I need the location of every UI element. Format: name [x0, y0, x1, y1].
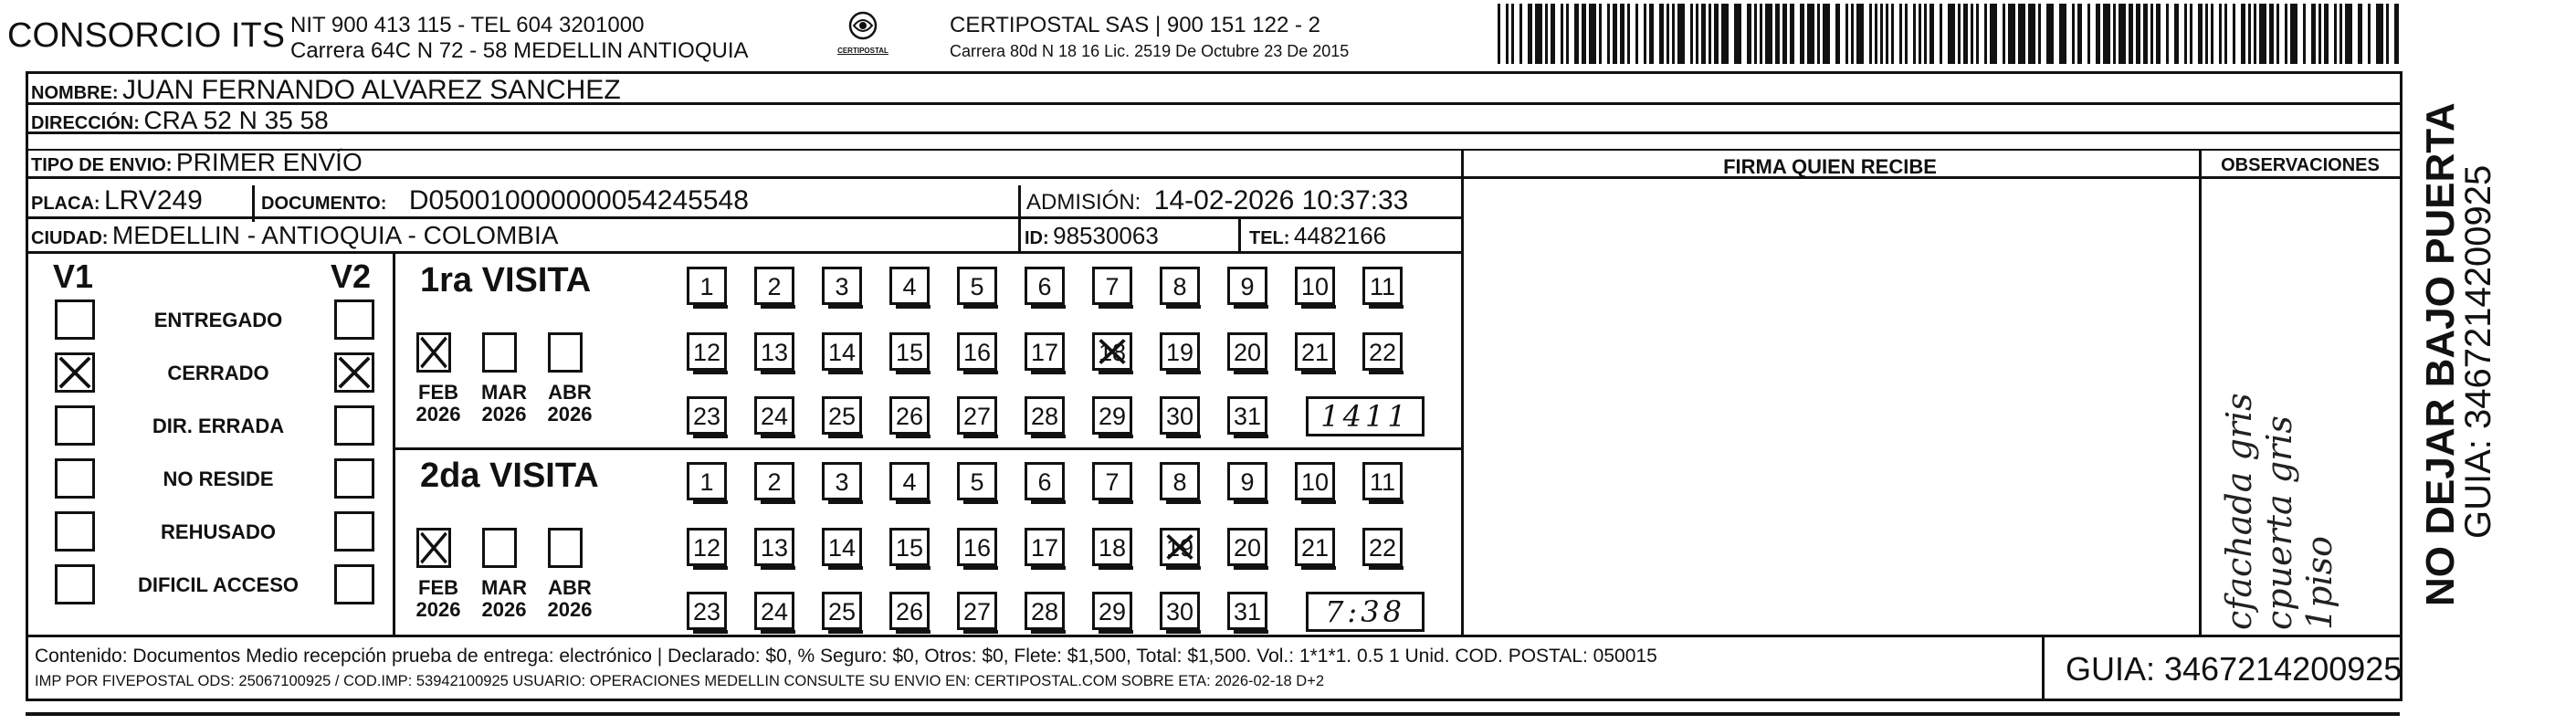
barcode-bar: [1971, 4, 1973, 64]
id-row: [1025, 222, 1159, 250]
day-box-24[interactable]: 24: [754, 592, 794, 630]
status-v2-checkbox[interactable]: [334, 299, 374, 340]
day-box-22[interactable]: 22: [1362, 332, 1403, 371]
ciudad-row: [31, 221, 558, 250]
month-year: 2026: [415, 403, 461, 426]
status-label: REHUSADO: [161, 520, 276, 543]
status-v1-checkbox[interactable]: [55, 564, 95, 604]
day-box-2[interactable]: 2: [754, 462, 794, 500]
side-guia: GUIA: 3467214200925: [2458, 164, 2498, 539]
day-cross-mark: [1162, 531, 1197, 563]
month-checkbox-mar[interactable]: [482, 528, 517, 568]
month-name: FEB: [418, 576, 458, 599]
status-v2-checkbox[interactable]: [334, 405, 374, 446]
carrier-name: CERTIPOSTAL SAS | 900 151 122 - 2: [950, 13, 1320, 37]
tipo-label: TIPO DE ENVIO:: [31, 155, 173, 175]
day-box-6[interactable]: 6: [1025, 462, 1065, 500]
certipostal-logo: [831, 11, 895, 60]
day-box-8[interactable]: 8: [1160, 462, 1200, 500]
ciudad-label: CIUDAD:: [31, 228, 109, 248]
barcode-bar: [2136, 4, 2140, 64]
day-box-26[interactable]: 26: [889, 396, 930, 435]
direccion-value: CRA 52 N 35 58: [143, 106, 329, 134]
barcode-bar: [2241, 4, 2245, 64]
barcode-bar: [1790, 4, 1794, 64]
barcode-bar: [1649, 4, 1654, 64]
barcode-bar: [1880, 4, 1883, 64]
day-box-13[interactable]: 13: [754, 528, 794, 566]
barcode-bar: [2334, 4, 2337, 64]
firma-area[interactable]: [1465, 181, 2195, 632]
barcode-bar: [1545, 4, 1548, 64]
tipo-row: [31, 148, 363, 177]
placa-label: PLACA:: [31, 194, 100, 214]
nombre-row: [31, 75, 621, 106]
barcode-bar: [1976, 4, 1979, 64]
barcode-bar: [1760, 4, 1762, 64]
day-box-9[interactable]: 9: [1227, 267, 1267, 305]
placa-row: [31, 185, 203, 216]
direccion-row: [31, 106, 329, 135]
day-box-17[interactable]: 17: [1025, 528, 1065, 566]
day-box-26[interactable]: 26: [889, 592, 930, 630]
day-box-3[interactable]: 3: [822, 462, 862, 500]
barcode-bar: [2345, 4, 2352, 64]
day-box-7[interactable]: 7: [1092, 267, 1132, 305]
barcode-bar: [2143, 4, 2148, 64]
barcode-bar: [1644, 4, 1646, 64]
month-year: 2026: [481, 598, 527, 621]
month-checkbox-feb[interactable]: [416, 332, 451, 373]
barcode-bar: [2318, 4, 2321, 64]
day-box-10[interactable]: 10: [1295, 462, 1335, 500]
barcode-bar: [2386, 4, 2389, 64]
day-box-1[interactable]: 1: [687, 462, 727, 500]
barcode-bar: [2219, 4, 2222, 64]
month-name: MAR: [480, 381, 528, 404]
day-box-30[interactable]: 30: [1160, 396, 1200, 435]
barcode-bar: [1990, 4, 1997, 64]
barcode: [1498, 4, 2402, 64]
day-box-25[interactable]: 25: [822, 592, 862, 630]
obs-line-1: cfachada gris: [2219, 393, 2259, 630]
day-box-5[interactable]: 5: [957, 267, 997, 305]
tel-row: [1249, 222, 1386, 250]
barcode-bar: [1886, 4, 1888, 64]
barcode-bar: [1574, 4, 1579, 64]
barcode-bar: [2324, 4, 2329, 64]
day-box-19[interactable]: 19: [1160, 528, 1200, 566]
month-year: 2026: [547, 403, 593, 426]
barcode-bar: [1709, 4, 1711, 64]
carrier-license: Carrera 80d N 18 16 Lic. 2519 De Octubre 23 De 2015: [950, 42, 1350, 60]
tipo-value: PRIMER ENVÍO: [175, 148, 363, 176]
barcode-bar: [1940, 4, 1942, 64]
barcode-bar: [1754, 4, 1757, 64]
barcode-bar: [2113, 4, 2116, 64]
barcode-bar: [1561, 4, 1563, 64]
logo-text: CERTIPOSTAL: [837, 47, 888, 55]
barcode-bar: [1929, 4, 1934, 64]
barcode-bar: [1721, 4, 1729, 64]
barcode-bar: [2254, 4, 2256, 64]
side-title: NO DEJAR BAJO PUERTA: [2418, 102, 2463, 606]
barcode-bar: [1845, 4, 1848, 64]
barcode-bar: [1823, 4, 1830, 64]
day-box-19[interactable]: 19: [1160, 332, 1200, 371]
barcode-bar: [2394, 4, 2399, 64]
nombre-value: JUAN FERNANDO ALVAREZ SANCHEZ: [122, 75, 621, 105]
visit2-title: 2da VISITA: [420, 457, 599, 495]
barcode-bar: [1667, 4, 1669, 64]
barcode-bar: [2248, 4, 2251, 64]
barcode-bar: [2276, 4, 2279, 64]
month-checkbox-mar[interactable]: [482, 332, 517, 373]
barcode-bar: [2008, 4, 2015, 64]
tel-value: 4482166: [1293, 222, 1387, 249]
day-box-13[interactable]: 13: [754, 332, 794, 371]
barcode-bar: [2376, 4, 2383, 64]
barcode-bar: [1635, 4, 1638, 64]
company-info: [290, 13, 749, 64]
documento-value: D050010000000054245548: [408, 185, 749, 215]
barcode-bar: [1963, 4, 1968, 64]
day-box-22[interactable]: 22: [1362, 528, 1403, 566]
barcode-bar: [1875, 4, 1877, 64]
month-name: ABR: [548, 576, 592, 599]
month-label: [413, 382, 464, 426]
barcode-bar: [2046, 4, 2054, 64]
month-name: MAR: [480, 576, 528, 599]
barcode-bar: [1607, 4, 1610, 64]
status-v1-checkbox[interactable]: [55, 405, 95, 446]
barcode-bar: [2198, 4, 2203, 64]
documento-row: [261, 185, 749, 216]
admision-label: ADMISIÓN:: [1026, 190, 1141, 215]
month-checkbox-feb[interactable]: [416, 528, 451, 568]
barcode-bar: [2224, 4, 2227, 64]
barcode-bar: [2166, 4, 2169, 64]
month-year: 2026: [415, 598, 461, 621]
footer-imp: IMP POR FIVEPOSTAL ODS: 25067100925 / COD.IMP: 53942100925 USUARIO: OPERACIONES MEDELLIN CONSULTE SU ENVIO EN: CERTIPOSTAL.COM SOBRE ETA: 2026-02-18 D+2: [35, 673, 1325, 689]
barcode-bar: [1714, 4, 1719, 64]
obs-line-2: cpuerta gris: [2259, 415, 2299, 630]
day-box-2[interactable]: 2: [754, 267, 794, 305]
day-box-10[interactable]: 10: [1295, 267, 1335, 305]
month-checkbox-abr[interactable]: [548, 332, 583, 373]
documento-label: DOCUMENTO:: [261, 194, 387, 214]
barcode-bar: [1905, 4, 1908, 64]
barcode-bar: [1613, 4, 1617, 64]
barcode-bar: [1891, 4, 1894, 64]
day-box-14[interactable]: 14: [822, 528, 862, 566]
v1-label: V1: [53, 257, 94, 295]
day-box-21[interactable]: 21: [1295, 528, 1335, 566]
carrier-info: [950, 13, 1349, 64]
barcode-bar: [2303, 4, 2306, 64]
firma-heading: FIRMA QUIEN RECIBE: [1723, 155, 1937, 178]
barcode-bar: [2205, 4, 2208, 64]
barcode-bar: [1506, 4, 1509, 64]
barcode-bar: [2096, 4, 2100, 64]
day-box-28[interactable]: 28: [1025, 592, 1065, 630]
day-box-9[interactable]: 9: [1227, 462, 1267, 500]
barcode-bar: [2150, 4, 2153, 64]
month-label: [544, 382, 595, 426]
day-box-6[interactable]: 6: [1025, 267, 1065, 305]
observaciones-handwriting: [2219, 393, 2339, 630]
day-box-17[interactable]: 17: [1025, 332, 1065, 371]
barcode-bar: [1765, 4, 1772, 64]
barcode-bar: [2211, 4, 2213, 64]
barcode-bar: [1775, 4, 1780, 64]
barcode-bar: [1677, 4, 1685, 64]
barcode-bar: [1984, 4, 1987, 64]
barcode-bar: [1528, 4, 1532, 64]
day-box-12[interactable]: 12: [687, 528, 727, 566]
company-nit: NIT 900 413 115 - TEL 604 3201000: [290, 13, 645, 37]
barcode-bar: [1800, 4, 1804, 64]
barcode-bar: [1589, 4, 1596, 64]
barcode-bar: [2285, 4, 2287, 64]
status-v1-checkbox[interactable]: [55, 511, 95, 552]
status-label: ENTREGADO: [153, 309, 283, 331]
day-box-31[interactable]: 31: [1227, 592, 1267, 630]
barcode-bar: [1807, 4, 1814, 64]
month-label: [478, 577, 530, 621]
day-box-29[interactable]: 29: [1092, 592, 1132, 630]
day-box-21[interactable]: 21: [1295, 332, 1335, 371]
barcode-bar: [2233, 4, 2235, 64]
status-v2-checkbox[interactable]: [334, 352, 374, 393]
day-box-1[interactable]: 1: [687, 267, 727, 305]
barcode-bar: [1948, 4, 1955, 64]
barcode-bar: [1519, 4, 1522, 64]
v2-label: V2: [331, 257, 372, 295]
barcode-bar: [2059, 4, 2066, 64]
barcode-bar: [1856, 4, 1864, 64]
day-box-5[interactable]: 5: [957, 462, 997, 500]
barcode-bar: [1696, 4, 1698, 64]
ciudad-value: MEDELLIN - ANTIOQUIA - COLOMBIA: [111, 221, 559, 249]
barcode-bar: [2119, 4, 2126, 64]
status-label: CERRADO: [167, 362, 269, 384]
month-label: [478, 382, 530, 426]
barcode-bar: [2311, 4, 2316, 64]
barcode-bar: [1734, 4, 1741, 64]
day-box-23[interactable]: 23: [687, 396, 727, 435]
barcode-bar: [1511, 4, 1514, 64]
barcode-bar: [1659, 4, 1664, 64]
day-box-25[interactable]: 25: [822, 396, 862, 435]
barcode-bar: [1582, 4, 1586, 64]
barcode-bar: [2368, 4, 2371, 64]
month-name: ABR: [548, 381, 592, 404]
visit1-title: 1ra VISITA: [420, 261, 592, 299]
barcode-bar: [2028, 4, 2035, 64]
footer-content: Contenido: Documentos Medio recepción prueba de entrega: electrónico | Declarado: $0, % Seguro: $0, Otros: $0, Flete: $1,500, Total: $1,500. Vol.: 1*1*1. 0.5 1 Unid. COD. POSTAL: 050015: [35, 646, 1657, 667]
barcode-bar: [1566, 4, 1569, 64]
time-written-box[interactable]: 7:38: [1306, 592, 1425, 632]
barcode-bar: [2156, 4, 2161, 64]
barcode-bar: [1899, 4, 1902, 64]
barcode-bar: [1498, 4, 1500, 64]
barcode-bar: [1551, 4, 1555, 64]
day-box-11[interactable]: 11: [1362, 462, 1403, 500]
day-box-31[interactable]: 31: [1227, 396, 1267, 435]
barcode-bar: [2103, 4, 2110, 64]
day-cross-mark: [1095, 335, 1130, 368]
time-written-box[interactable]: 1411: [1306, 396, 1425, 436]
barcode-bar: [1913, 4, 1916, 64]
footer-guia: GUIA: 3467214200925: [2066, 650, 2403, 688]
status-v2-checkbox[interactable]: [334, 564, 374, 604]
day-box-16[interactable]: 16: [957, 332, 997, 371]
company-name: CONSORCIO ITS: [7, 16, 286, 55]
obs-line-3: 1piso: [2299, 535, 2339, 630]
day-box-14[interactable]: 14: [822, 332, 862, 371]
barcode-bar: [1919, 4, 1921, 64]
barcode-bar: [1782, 4, 1787, 64]
day-box-20[interactable]: 20: [1227, 528, 1267, 566]
day-box-27[interactable]: 27: [957, 592, 997, 630]
barcode-bar: [2003, 4, 2005, 64]
status-v1-checkbox[interactable]: [55, 299, 95, 340]
month-year: 2026: [481, 403, 527, 426]
barcode-bar: [2290, 4, 2297, 64]
barcode-bar: [2072, 4, 2075, 64]
month-label: [544, 577, 595, 621]
barcode-bar: [1924, 4, 1927, 64]
month-checkbox-abr[interactable]: [548, 528, 583, 568]
day-box-12[interactable]: 12: [687, 332, 727, 371]
barcode-bar: [1817, 4, 1820, 64]
certipostal-logo-icon: [843, 11, 883, 44]
day-box-15[interactable]: 15: [889, 332, 930, 371]
day-box-4[interactable]: 4: [889, 462, 930, 500]
barcode-bar: [1958, 4, 1961, 64]
day-box-30[interactable]: 30: [1160, 592, 1200, 630]
barcode-bar: [2358, 4, 2362, 64]
day-box-8[interactable]: 8: [1160, 267, 1200, 305]
barcode-bar: [2269, 4, 2274, 64]
barcode-bar: [1627, 4, 1630, 64]
nombre-label: NOMBRE:: [31, 83, 119, 103]
id-value: 98530063: [1053, 222, 1159, 249]
day-box-27[interactable]: 27: [957, 396, 997, 435]
day-box-4[interactable]: 4: [889, 267, 930, 305]
barcode-bar: [1672, 4, 1675, 64]
barcode-bar: [2087, 4, 2090, 64]
day-box-23[interactable]: 23: [687, 592, 727, 630]
barcode-bar: [1869, 4, 1872, 64]
barcode-graphic: [1498, 4, 2402, 64]
admision-value: 14-02-2026 10:37:33: [1153, 185, 1409, 215]
day-box-20[interactable]: 20: [1227, 332, 1267, 371]
day-box-3[interactable]: 3: [822, 267, 862, 305]
barcode-bar: [2129, 4, 2133, 64]
direccion-label: DIRECCIÓN:: [31, 113, 140, 133]
barcode-bar: [2184, 4, 2187, 64]
id-label: ID:: [1025, 228, 1049, 248]
barcode-bar: [1835, 4, 1840, 64]
barcode-bar: [2038, 4, 2041, 64]
day-box-7[interactable]: 7: [1092, 462, 1132, 500]
status-v2-checkbox[interactable]: [334, 458, 374, 499]
barcode-bar: [1747, 4, 1751, 64]
barcode-bar: [2339, 4, 2342, 64]
status-v1-checkbox[interactable]: [55, 352, 95, 393]
barcode-bar: [1690, 4, 1693, 64]
barcode-bar: [2018, 4, 2025, 64]
barcode-bar: [2259, 4, 2266, 64]
month-name: FEB: [418, 381, 458, 404]
day-box-28[interactable]: 28: [1025, 396, 1065, 435]
day-box-15[interactable]: 15: [889, 528, 930, 566]
barcode-bar: [2077, 4, 2082, 64]
day-box-11[interactable]: 11: [1362, 267, 1403, 305]
day-box-18[interactable]: 18: [1092, 528, 1132, 566]
barcode-bar: [1851, 4, 1854, 64]
barcode-bar: [1599, 4, 1602, 64]
barcode-bar: [2174, 4, 2179, 64]
status-label: NO RESIDE: [163, 468, 274, 490]
barcode-bar: [1701, 4, 1706, 64]
month-label: [413, 577, 464, 621]
observaciones-heading: OBSERVACIONES: [2221, 155, 2380, 175]
month-year: 2026: [547, 598, 593, 621]
day-box-16[interactable]: 16: [957, 528, 997, 566]
day-box-24[interactable]: 24: [754, 396, 794, 435]
status-v2-checkbox[interactable]: [334, 511, 374, 552]
barcode-bar: [1535, 4, 1542, 64]
status-label: DIFICIL ACCESO: [137, 573, 299, 596]
placa-value: LRV249: [104, 185, 203, 215]
status-label: DIR. ERRADA: [152, 415, 285, 437]
day-box-18[interactable]: 18: [1092, 332, 1132, 371]
day-box-29[interactable]: 29: [1092, 396, 1132, 435]
barcode-bar: [1620, 4, 1624, 64]
status-v1-checkbox[interactable]: [55, 458, 95, 499]
admision-row: [1026, 185, 1408, 216]
tel-label: TEL:: [1249, 228, 1290, 248]
barcode-bar: [2190, 4, 2192, 64]
company-address: Carrera 64C N 72 - 58 MEDELLIN ANTIOQUIA: [290, 38, 749, 63]
